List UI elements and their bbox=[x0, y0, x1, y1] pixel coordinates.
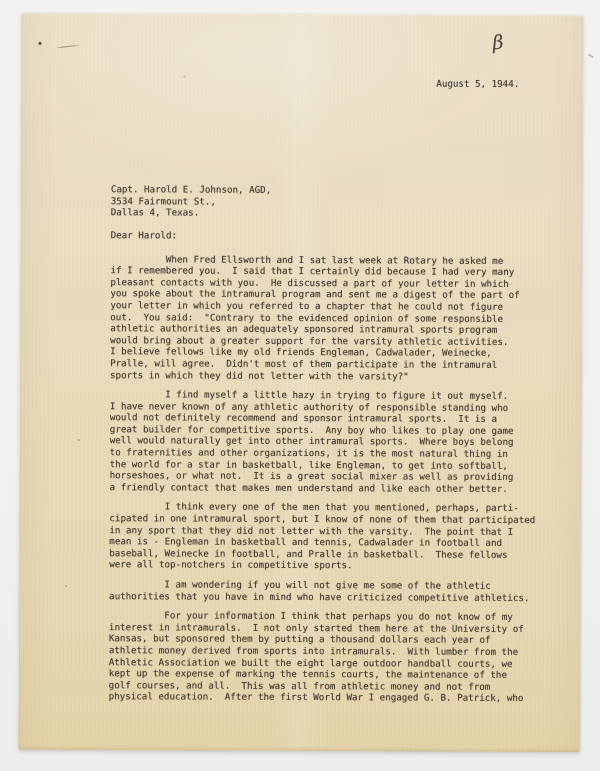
body-paragraph-2: I find myself a little hazy in trying to figure it out myself. I have never known of any athletic authority of responsible standing who would not definitely recommend and sponsor intramural sports. It is a great builder for competitive sports. Any boy who likes to play one game well would naturally get into other intramural sports. Where boys belong to fraternities and other organizations, it is the most natural thing in the world for a star in basketball, like Engleman, to get into softball, horseshoes, or what not. It is a great social mixer as well as providing a friendly contact that makes men understand and like each other better. bbox=[109, 389, 514, 495]
date-line: August 5, 1944. bbox=[436, 78, 520, 90]
body-paragraph-5: For your information I think that perhaps you do not know of my interest in intramurals. I not only started them here at the University of Kansas, but sponsored them by putting a thousand dollars each year of athletic money derived from sports into intramurals. With lumber from the Athletic Association we built the eight large outdoor handball courts, we kept up the expense of marking the tennis courts, the maintenance of the golf courses, and all. This was all from athletic money and not from physical education. After the first World War I engaged G. B. Patrick, who bbox=[108, 610, 524, 705]
background-scratch-mark bbox=[588, 54, 594, 58]
paper-speck bbox=[38, 42, 41, 45]
body-paragraph-3: I think every one of the men that you mentioned, perhaps, parti- cipated in one intramural sport, but I know of none of them that participated in any sport that they did not letter with the varsity. The point that I mean is - Engleman in basketball and tennis, Cadwalader in football and baseball, Weinecke in football, and Pralle in basketball. These fellows were all top-notchers in competitive sports. bbox=[109, 501, 536, 572]
body-paragraph-1: When Fred Ellsworth and I sat last week at Rotary he asked me if I remembered you. I said that I certainly did because I had very many pleasant contacts with you. He discussed a part of your letter in which you spoke about the intramural program and sent me a digest of the part of your letter in which you referred to a chapter that he could not figure out. You said: "Contrary to the evidenced opinion of some responsible athletic authorities an adequately sponsored intramural sports program would bring about a greater support for the varsity athletic activities. I believe fellows like my old friends Engleman, Cadwalader, Weinecke, Pralle, will agree. Didn't most of them participate in the intramural sports in which they did not letter with the varsity?" bbox=[110, 253, 520, 382]
recipient-line-name: Capt. Harold E. Johnson, AGD, bbox=[110, 184, 272, 196]
paper-speck bbox=[65, 585, 67, 587]
paper-speck bbox=[183, 75, 185, 77]
recipient-line-city: Dallas 4, Texas. bbox=[110, 207, 200, 219]
letter-text bbox=[109, 184, 561, 705]
recipient-address bbox=[111, 184, 561, 221]
handwritten-annotation: β bbox=[491, 31, 505, 55]
letter-page bbox=[18, 13, 582, 752]
body-paragraph-4: I am wondering if you will not give me some of the athletic authorities that you have in mind who have criticized competitive athletics. bbox=[109, 579, 530, 604]
recipient-line-street: 3534 Fairmount St., bbox=[110, 195, 216, 208]
paper-speck bbox=[78, 439, 80, 441]
pencil-mark bbox=[56, 45, 79, 49]
salutation: Dear Harold: bbox=[110, 230, 178, 242]
